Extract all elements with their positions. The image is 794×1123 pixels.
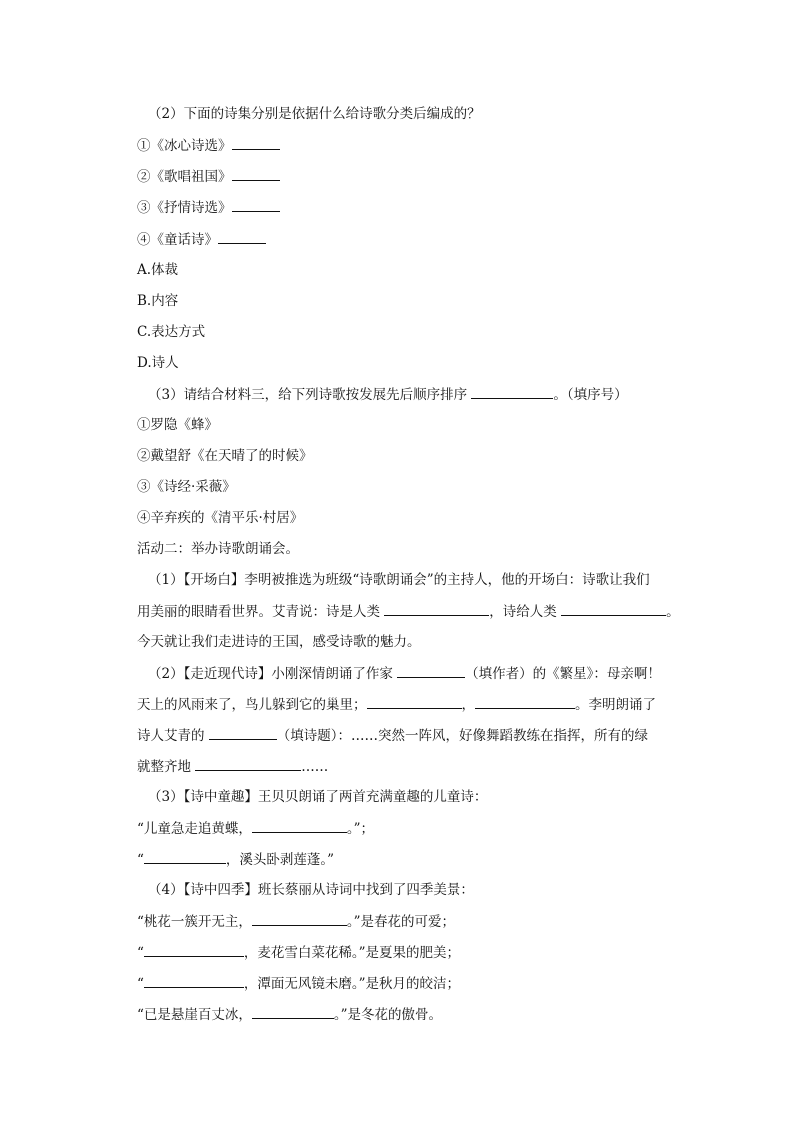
q3-title [148,384,794,405]
q2-item-1 [137,135,794,156]
poem-text: “ [137,852,144,868]
poem-text: 。”； [346,821,375,837]
answer-blank[interactable] [475,694,575,709]
paragraph-text: 。李明朗诵了 [575,697,656,713]
paragraph-text: 诗人艾青的 [137,728,205,744]
paragraph-text: 。 [666,604,680,620]
q2-option-a [137,260,794,280]
option-label: D.诗人 [137,355,179,371]
a2-p2-line3 [137,725,794,746]
q2-title-text: （2）下面的诗集分别是依据什么给诗歌分类后编成的？ [148,106,481,122]
answer-blank[interactable] [209,725,277,740]
poem-text: ，溪头卧剥莲蓬。” [225,852,335,868]
a2-p1-line2 [137,601,794,622]
option-label: A.体裁 [137,262,179,278]
a2-p3-line1 [137,818,794,839]
q3-item-label: ④辛弃疾的《清平乐·村居》 [137,510,304,526]
answer-blank[interactable] [252,1004,334,1019]
q3-item-label: ①罗隐《蜂》 [137,417,218,433]
a2-p4-line4 [137,1004,794,1025]
q3-item-3 [137,477,794,497]
paragraph-text: ，诗给人类 [489,604,557,620]
q3-item-label: ②戴望舒《在天晴了的时候》 [137,448,313,464]
poem-text: “儿童急走追黄蝶， [137,821,252,837]
answer-blank[interactable] [218,229,266,244]
answer-blank[interactable] [232,197,280,212]
q2-item-2 [137,166,794,187]
paragraph-text: 天上的风雨来了，鸟儿躲到它的巢里； [137,697,367,713]
q2-option-c [137,322,794,342]
poem-text: ，麦花雪白菜花稀。”是夏果的肥美； [243,945,461,961]
q2-item-label: ②《歌唱祖国》 [137,169,232,185]
paragraph-text: （3）【诗中童趣】王贝贝朗诵了两首充满童趣的儿童诗： [148,789,488,805]
answer-blank[interactable] [252,911,347,926]
q2-title [148,104,794,124]
a2-p3-line2 [137,849,794,870]
paragraph-text: （4）【诗中四季】班长蔡丽从诗词中找到了四季美景： [148,882,474,898]
a2-p4-line1 [137,911,794,932]
poem-text: 。”是春花的可爱； [346,914,456,930]
q2-option-d [137,353,794,373]
option-label: C.表达方式 [137,324,206,340]
answer-blank[interactable] [144,973,244,988]
paragraph-text: （填诗题）：……突然一阵风，好像舞蹈教练在指挥，所有的绿 [276,728,649,744]
activity2-title [137,539,794,559]
paragraph-text: 用美丽的眼睛看世界。艾青说：诗是人类 [137,604,380,620]
q2-item-label: ①《冰心诗选》 [137,138,232,154]
q2-option-b [137,291,794,311]
q2-item-label: ④《童话诗》 [137,232,218,248]
answer-blank[interactable] [471,384,553,399]
a2-p2-line4 [137,756,794,777]
paragraph-text: （填作者）的《繁星》：母亲啊！ [465,666,661,682]
answer-blank[interactable] [561,601,666,616]
paragraph-text: （1）【开场白】李明被推选为班级“诗歌朗诵会”的主持人，他的开场白：诗歌让我们 [148,572,650,588]
a2-p4-title [148,880,794,900]
paragraph-text: （2）【走近现代诗】小刚深情朗诵了作家 [148,666,393,682]
q3-title-suffix: 。（填序号） [553,387,628,403]
answer-blank[interactable] [252,818,347,833]
poem-text: “已是悬崖百丈冰， [137,1007,252,1023]
poem-text: “ [137,945,144,961]
paragraph-text: …… [301,759,329,775]
paragraph-text: 今天就让我们走进诗的王国，感受诗歌的魅力。 [137,634,421,650]
answer-blank[interactable] [195,756,301,771]
answer-blank[interactable] [367,694,462,709]
q2-item-3 [137,197,794,218]
answer-blank[interactable] [144,942,244,957]
a2-p2-line1 [148,663,794,684]
q3-title-text: （3）请结合材料三，给下列诗歌按发展先后顺序排序 [148,387,468,403]
paragraph-text: 就整齐地 [137,759,191,775]
answer-blank[interactable] [397,663,465,678]
answer-blank[interactable] [232,135,280,150]
q2-item-4 [137,229,794,250]
a2-p4-line2 [137,942,794,963]
poem-text: “桃花一簇开无主， [137,914,252,930]
answer-blank[interactable] [384,601,489,616]
answer-blank[interactable] [144,849,226,864]
q3-item-label: ③《诗经·采薇》 [137,479,236,495]
a2-p1-line3 [137,632,794,652]
poem-text: “ [137,976,144,992]
poem-text: 。”是冬花的傲骨。 [333,1007,443,1023]
option-label: B.内容 [137,293,179,309]
paragraph-text: ， [461,697,475,713]
q3-item-1 [137,415,794,435]
q3-item-4 [137,508,794,528]
a2-p2-line2 [137,694,794,715]
a2-p3-title [148,787,794,807]
q3-item-2 [137,446,794,466]
a2-p4-line3 [137,973,794,994]
a2-p1-line1 [148,570,794,590]
poem-text: ，潭面无风镜未磨。”是秋月的皎洁； [243,976,461,992]
q2-item-label: ③《抒情诗选》 [137,200,232,216]
answer-blank[interactable] [232,166,280,181]
activity-title-text: 活动二：举办诗歌朗诵会。 [137,541,299,557]
